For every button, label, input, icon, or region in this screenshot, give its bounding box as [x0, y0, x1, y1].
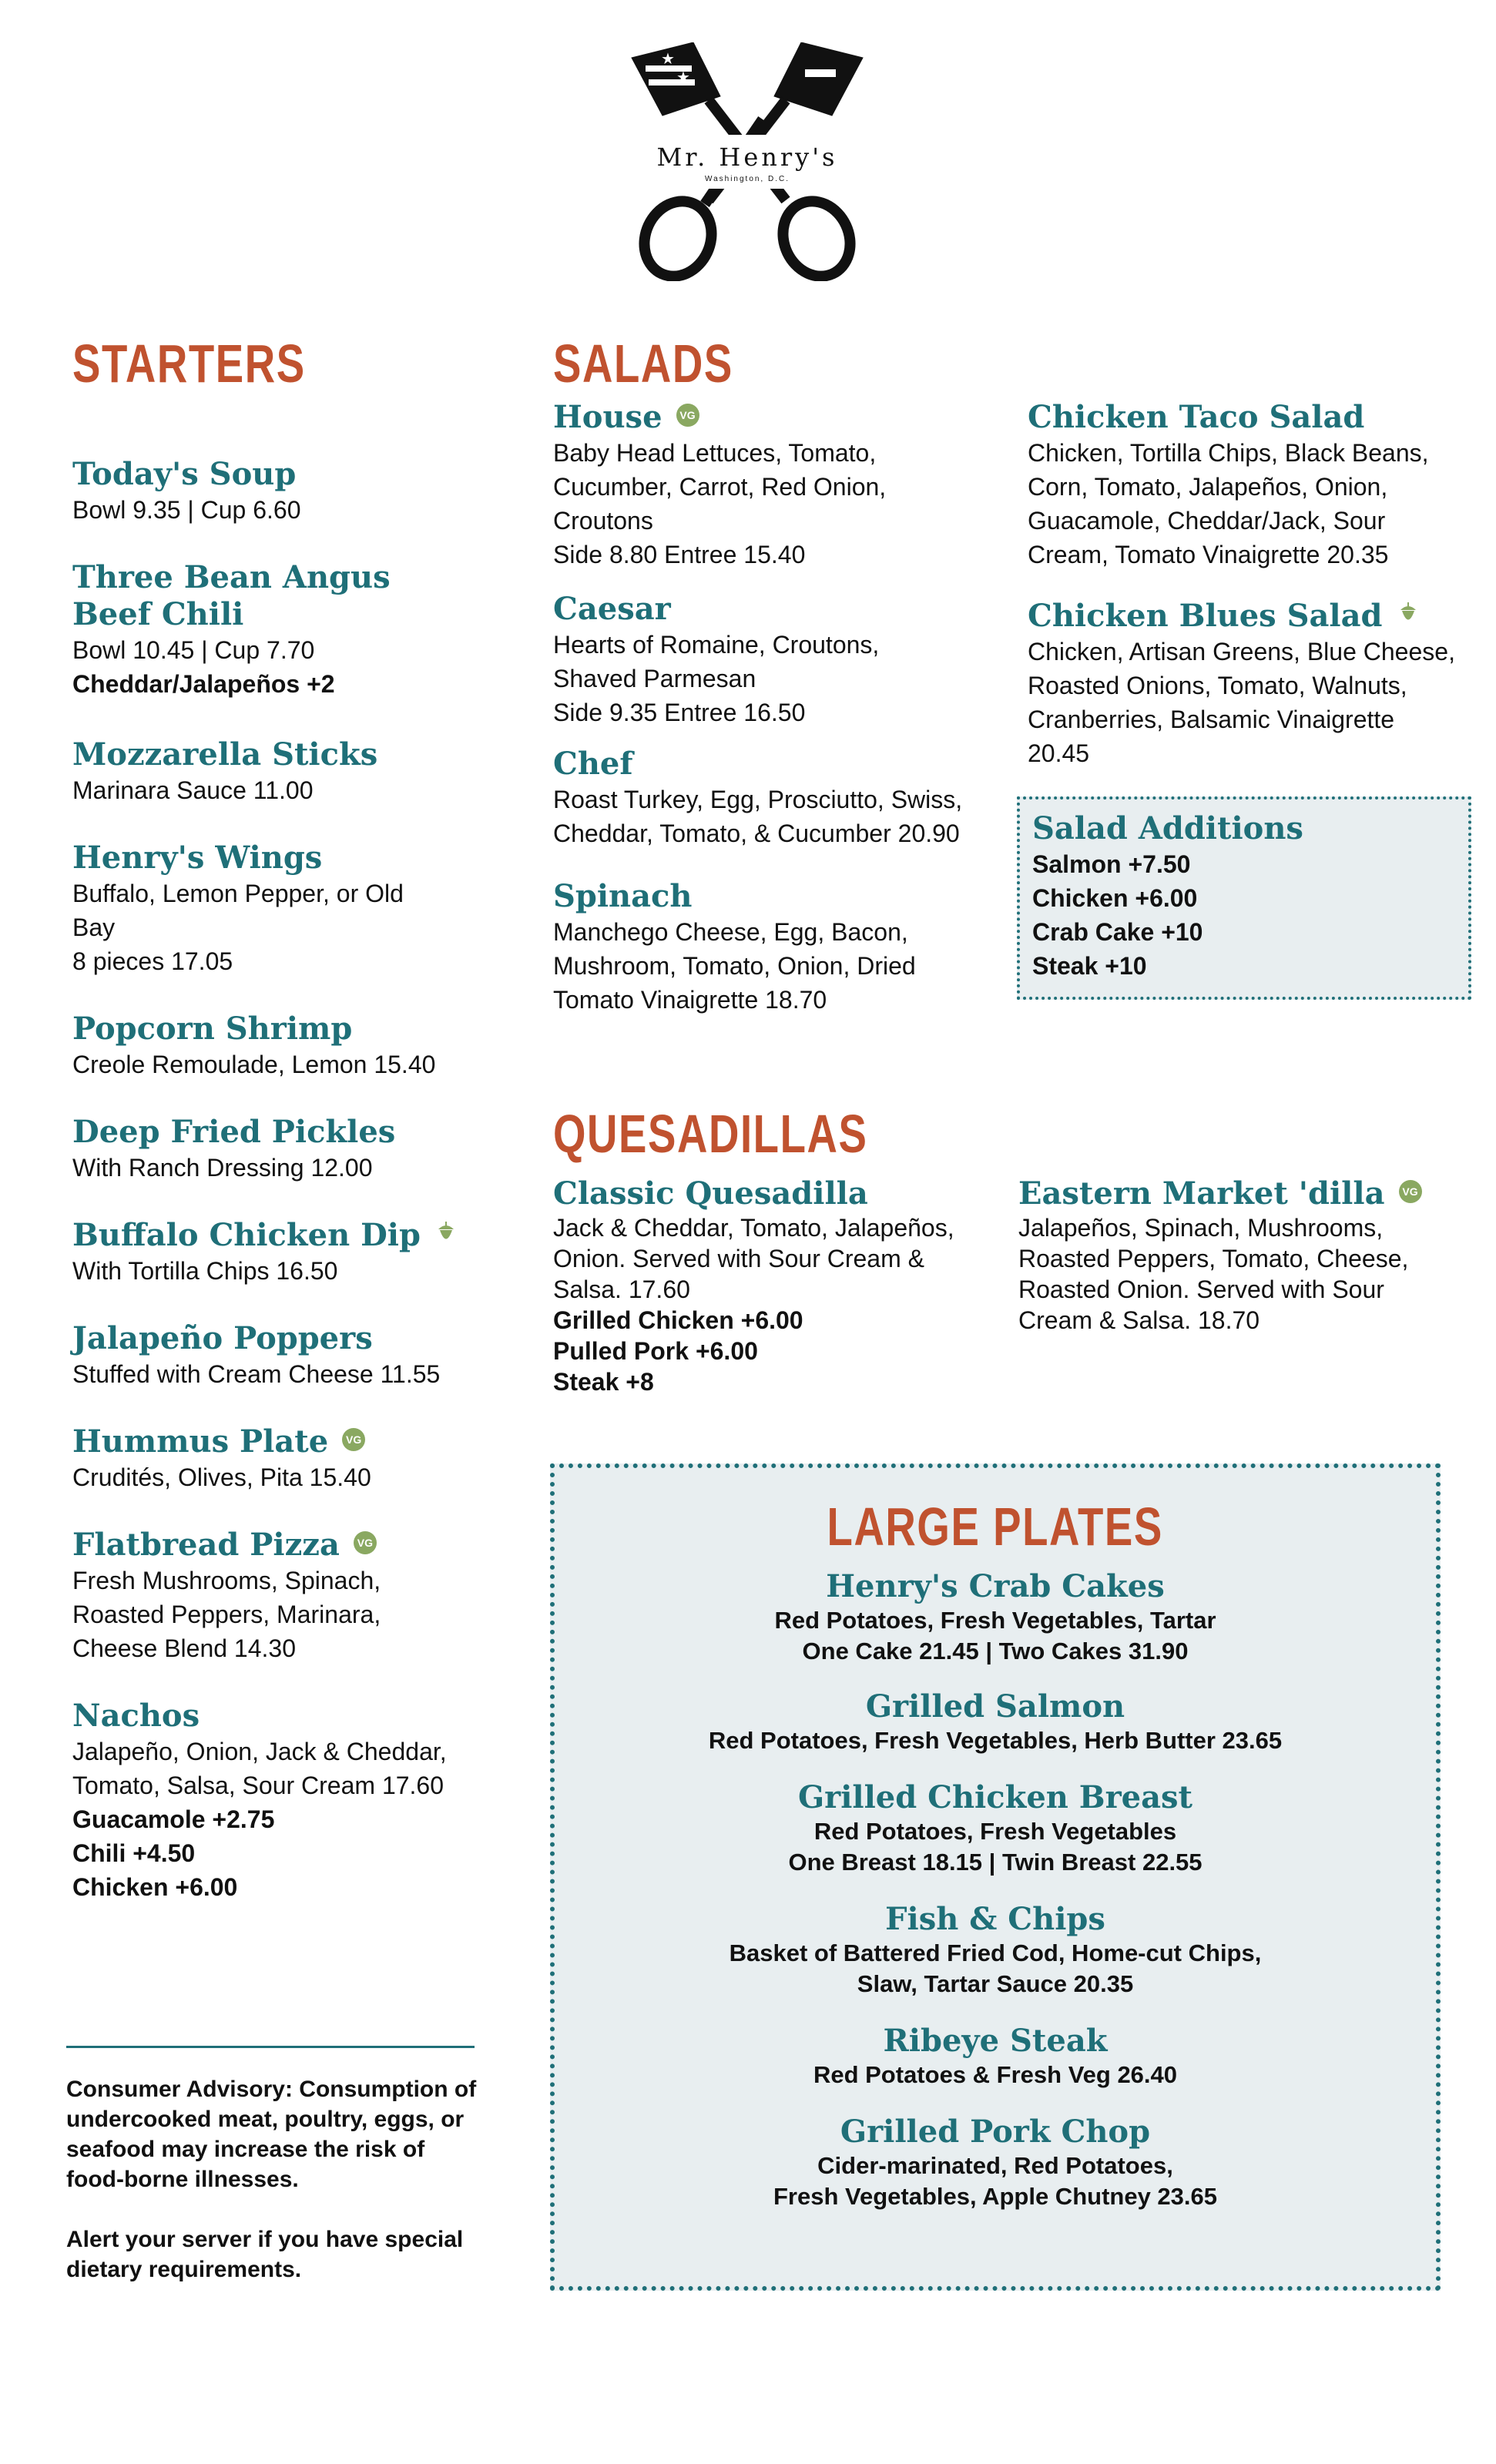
item-name: House — [553, 399, 662, 435]
item-name: Henry's Wings — [72, 840, 323, 876]
advisory-line: undercooked meat, poultry, eggs, or — [66, 2107, 465, 2132]
item-desc: Roast Turkey, Egg, Prosciutto, Swiss, — [553, 786, 963, 813]
item-desc: Stuffed with Cream Cheese 11.55 — [72, 1360, 441, 1388]
item-desc: Fresh Mushrooms, Spinach, — [72, 1567, 381, 1594]
item-desc: Chicken, Tortilla Chips, Black Beans, — [1028, 439, 1429, 467]
item-desc: Salsa. 17.60 — [553, 1276, 690, 1303]
item-desc: Basket of Battered Fried Cod, Home-cut Chips, — [729, 1939, 1262, 1966]
starters-title: STARTERS — [72, 334, 306, 394]
item-desc: Croutons — [553, 507, 653, 535]
list-item — [72, 1114, 504, 1217]
salad-chicken-blues — [1028, 598, 1490, 770]
item-addition: Guacamole +2.75 — [72, 1805, 275, 1833]
item-name: Three Bean Angus — [72, 559, 391, 595]
item-desc: Bay — [72, 914, 116, 941]
large-plates-title: LARGE PLATES — [827, 1497, 1164, 1557]
starters-list — [72, 456, 504, 1904]
item-name: Spinach — [553, 878, 693, 914]
item-addition: Cheddar/Jalapeños +2 — [72, 670, 335, 698]
list-item — [72, 1527, 504, 1698]
item-desc: Cider-marinated, Red Potatoes, — [817, 2152, 1173, 2179]
list-item — [555, 1779, 1436, 1878]
list-item — [72, 1698, 504, 1904]
item-name: Grilled Salmon — [865, 1688, 1125, 1725]
salad-chef — [553, 746, 1031, 850]
item-name: Caesar — [553, 591, 671, 627]
item-name: Eastern Market 'dilla — [1018, 1175, 1385, 1212]
quesadilla-classic — [553, 1175, 1015, 1397]
item-desc: Jalapeños, Spinach, Mushrooms, — [1018, 1214, 1384, 1242]
brand-location: Washington, D.C. — [705, 175, 790, 183]
item-desc: Red Potatoes, Fresh Vegetables — [813, 1818, 1177, 1845]
gluten-free-icon — [1398, 601, 1418, 627]
list-item — [72, 840, 504, 1011]
item-desc: Red Potatoes, Fresh Vegetables, Tartar — [774, 1607, 1216, 1634]
item-name: Henry's Crab Cakes — [826, 1568, 1165, 1604]
list-item — [72, 559, 504, 736]
brand-name: Mr. Henry's — [656, 142, 838, 172]
item-desc: Onion. Served with Sour Cream & — [553, 1245, 924, 1272]
item-desc: Slaw, Tartar Sauce 20.35 — [857, 1970, 1134, 1997]
item-name: Grilled Chicken Breast — [797, 1779, 1193, 1815]
salad-caesar — [553, 591, 1008, 729]
list-item — [555, 2114, 1436, 2212]
item-desc: Bowl 9.35 | Cup 6.60 — [72, 496, 301, 524]
item-desc: Marinara Sauce 11.00 — [72, 776, 314, 804]
item-name: Salad Additions — [1032, 810, 1303, 846]
vegetarian-badge: VG — [342, 1428, 365, 1451]
item-addition: Steak +8 — [553, 1368, 654, 1396]
item-desc: Baby Head Lettuces, Tomato, — [553, 439, 877, 467]
item-name: Nachos — [72, 1698, 200, 1734]
item-desc: 20.45 — [1028, 739, 1090, 767]
item-addition: Chili +4.50 — [72, 1839, 196, 1867]
item-desc: Shaved Parmesan — [553, 665, 756, 692]
item-desc: Bowl 10.45 | Cup 7.70 — [72, 636, 315, 664]
item-addition: Salmon +7.50 — [1032, 850, 1191, 878]
logo — [609, 42, 886, 281]
quesadilla-eastern-market — [1018, 1175, 1481, 1336]
item-desc: Tomato Vinaigrette 18.70 — [553, 986, 827, 1014]
svg-text:★: ★ — [661, 51, 675, 68]
item-name: Chef — [553, 746, 633, 782]
item-addition: Chicken +6.00 — [1032, 884, 1198, 912]
large-plates-box — [550, 1463, 1441, 2291]
item-name: Flatbread Pizza — [72, 1527, 340, 1563]
advisory-line: Consumer Advisory: Consumption of — [66, 2077, 477, 2102]
item-name: Deep Fried Pickles — [72, 1114, 396, 1150]
list-item — [72, 1011, 504, 1114]
item-desc: Mushroom, Tomato, Onion, Dried — [553, 952, 916, 980]
item-desc: Cheese Blend 14.30 — [72, 1634, 296, 1662]
item-addition: Pulled Pork +6.00 — [553, 1337, 758, 1365]
item-desc: 8 pieces 17.05 — [72, 947, 233, 975]
item-desc: Creole Remoulade, Lemon 15.40 — [72, 1051, 436, 1078]
item-desc: Side 8.80 Entree 15.40 — [553, 541, 806, 568]
divider — [66, 2046, 475, 2048]
item-name: Chicken Blues Salad — [1028, 598, 1383, 634]
item-name: Grilled Pork Chop — [840, 2114, 1151, 2150]
item-desc: Cranberries, Balsamic Vinaigrette — [1028, 706, 1395, 733]
vegetarian-badge: VG — [354, 1531, 377, 1554]
item-desc: Guacamole, Cheddar/Jack, Sour — [1028, 507, 1386, 535]
item-desc: One Cake 21.45 | Two Cakes 31.90 — [802, 1638, 1189, 1664]
item-desc: Red Potatoes & Fresh Veg 26.40 — [813, 2061, 1178, 2088]
item-name: Jalapeño Poppers — [72, 1320, 373, 1356]
item-addition: Steak +10 — [1032, 952, 1147, 980]
item-desc: Roasted Onion. Served with Sour — [1018, 1276, 1384, 1303]
advisory-line: food-borne illnesses. — [66, 2167, 299, 2192]
vegetarian-badge: VG — [1399, 1180, 1422, 1203]
salads-title: SALADS — [553, 334, 733, 394]
consumer-advisory — [66, 2074, 498, 2285]
item-desc: Cream & Salsa. 18.70 — [1018, 1306, 1260, 1334]
item-desc: Manchego Cheese, Egg, Bacon, — [553, 918, 908, 946]
salad-house — [553, 399, 1008, 572]
item-desc: Hearts of Romaine, Croutons, — [553, 631, 880, 659]
item-name: Popcorn Shrimp — [72, 1011, 353, 1047]
salad-chicken-taco — [1028, 399, 1490, 572]
item-desc: With Tortilla Chips 16.50 — [72, 1257, 338, 1285]
salad-spinach — [553, 878, 1008, 1017]
advisory-line: seafood may increase the risk of — [66, 2137, 425, 2162]
item-desc: With Ranch Dressing 12.00 — [72, 1154, 373, 1182]
item-name: Buffalo Chicken Dip — [72, 1217, 421, 1253]
item-name: Chicken Taco Salad — [1028, 399, 1365, 435]
list-item — [72, 1217, 504, 1320]
item-desc: Tomato, Salsa, Sour Cream 17.60 — [72, 1772, 444, 1799]
list-item — [555, 2023, 1436, 2090]
list-item — [72, 736, 504, 840]
item-addition: Grilled Chicken +6.00 — [553, 1306, 803, 1334]
item-name: Classic Quesadilla — [553, 1175, 868, 1212]
item-desc: Crudités, Olives, Pita 15.40 — [72, 1463, 371, 1491]
item-desc: Side 9.35 Entree 16.50 — [553, 699, 806, 726]
list-item — [72, 1423, 504, 1527]
gluten-free-icon — [436, 1220, 456, 1246]
advisory-line: dietary requirements. — [66, 2257, 302, 2282]
item-name: Hummus Plate — [72, 1423, 329, 1460]
quesadillas-title: QUESADILLAS — [553, 1104, 868, 1164]
item-desc: Corn, Tomato, Jalapeños, Onion, — [1028, 473, 1388, 501]
item-addition: Chicken +6.00 — [72, 1873, 238, 1901]
item-desc: One Breast 18.15 | Twin Breast 22.55 — [788, 1849, 1203, 1876]
vegetarian-badge: VG — [676, 404, 699, 427]
list-item — [72, 1320, 504, 1423]
svg-text:★: ★ — [676, 69, 690, 86]
item-desc: Buffalo, Lemon Pepper, or Old — [72, 880, 404, 907]
list-item — [555, 1568, 1436, 1667]
advisory-line: Alert your server if you have special — [66, 2227, 464, 2252]
item-desc: Cucumber, Carrot, Red Onion, — [553, 473, 887, 501]
item-desc: Roasted Peppers, Marinara, — [72, 1601, 381, 1628]
item-desc: Red Potatoes, Fresh Vegetables, Herb Butter 23.65 — [708, 1727, 1283, 1754]
salad-additions-box — [1017, 796, 1471, 1000]
item-desc: Cream, Tomato Vinaigrette 20.35 — [1028, 541, 1389, 568]
item-name-line2: Beef Chili — [72, 596, 244, 632]
item-desc: Jack & Cheddar, Tomato, Jalapeños, — [553, 1214, 954, 1242]
item-desc: Fresh Vegetables, Apple Chutney 23.65 — [773, 2183, 1217, 2210]
item-desc: Roasted Onions, Tomato, Walnuts, — [1028, 672, 1407, 699]
item-addition: Crab Cake +10 — [1032, 918, 1203, 946]
item-desc: Cheddar, Tomato, & Cucumber 20.90 — [553, 820, 960, 847]
item-desc: Roasted Peppers, Tomato, Cheese, — [1018, 1245, 1409, 1272]
list-item — [72, 456, 504, 559]
item-desc: Jalapeño, Onion, Jack & Cheddar, — [72, 1738, 447, 1765]
item-name: Mozzarella Sticks — [72, 736, 378, 773]
item-name: Ribeye Steak — [883, 2023, 1108, 2059]
list-item — [555, 1901, 1436, 2000]
item-name: Today's Soup — [72, 456, 297, 492]
item-desc: Chicken, Artisan Greens, Blue Cheese, — [1028, 638, 1455, 665]
list-item — [555, 1688, 1436, 1756]
item-name: Fish & Chips — [885, 1901, 1105, 1937]
